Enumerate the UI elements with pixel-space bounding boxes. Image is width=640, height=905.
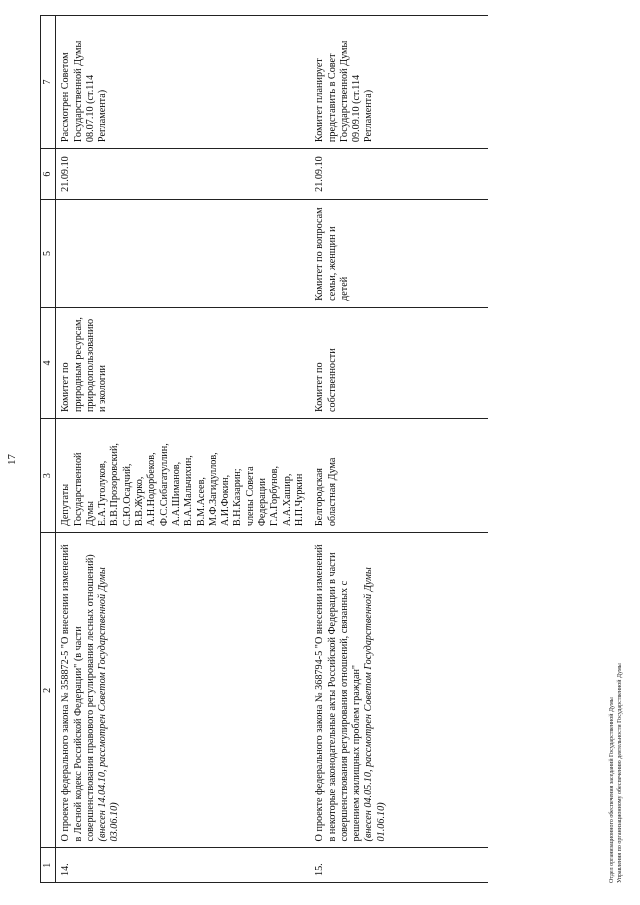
status-cell: Рассмотрен Советом Государственной Думы 08.07.10 (ст.114 Регламента): [56, 16, 310, 149]
author-line: А.И.Фокин,: [220, 474, 232, 527]
header-cell: 1: [41, 848, 56, 883]
bill-description: [310, 533, 488, 848]
author-line: Ф.С.Сибагатуллин,: [158, 443, 170, 527]
header-cell: 6: [41, 149, 56, 200]
bill-title: О проекте федерального закона № 368794-5 "О внесении изменений в некоторые законодательные акты Российской Федерации в части совершенствования регулирования отношений, связанных с решением жилищных проблем граждан": [314, 544, 363, 842]
co-committee: Комитет по вопросам семьи, женщин и детей: [310, 200, 488, 308]
footer-line: Управления по организационному обеспечению деятельности Государственной Думы: [617, 663, 623, 883]
header-cell: 5: [41, 200, 56, 308]
bill-description: [56, 533, 310, 848]
responsible-committee: Комитет по собственности: [310, 307, 488, 418]
author-line: Е.А.Туголуков,: [97, 460, 109, 527]
author-line: М.Ф.Загидуллов,: [207, 452, 219, 527]
bill-note: (внесен 04.05.10, рассмотрен Советом Государственной Думы 01.06.10): [363, 567, 387, 842]
author-line: В.Н.Казарин;: [232, 468, 244, 527]
author-line: В.В.Прозоровский,: [109, 443, 121, 527]
header-cell: 2: [41, 533, 56, 848]
header-cell: 7: [41, 16, 56, 149]
author-line: А.Н.Нодорбеков,: [146, 452, 158, 527]
author-line: Депутаты Государственной Думы: [60, 452, 96, 527]
header-cell: 3: [41, 419, 56, 533]
author-line: члены Совета Федерации: [244, 466, 269, 527]
page-number: 17: [6, 454, 18, 465]
co-committee: [56, 200, 310, 308]
bill-note: (внесен 14.04.10, рассмотрен Советом Государственной Думы 03.06.10): [97, 567, 121, 842]
deadline-date: 21.09.10: [56, 149, 310, 200]
row-number: 15.: [310, 848, 488, 883]
table-header-row: [41, 16, 56, 883]
author-line: В.М.Асеев,: [195, 477, 207, 527]
author-line: А.А.Шиманов,: [170, 461, 182, 527]
table-row: [310, 16, 488, 883]
author-line: А.А.Хашир,: [281, 473, 293, 527]
author-line: С.Ю.Осадчий,: [121, 463, 133, 527]
author-line: В.В.Журко,: [134, 476, 146, 527]
deadline-date: 21.09.10: [310, 149, 488, 200]
row-number: 14.: [56, 848, 310, 883]
bill-table: [40, 15, 488, 883]
author-line: Белгородская областная Дума: [314, 457, 338, 527]
authors-cell: [56, 419, 310, 533]
responsible-committee: Комитет по природным ресурсам, природопользованию и экологии: [56, 307, 310, 418]
bill-title: О проекте федерального закона № 358872-5 "О внесении изменений в Лесной кодекс Российской Федерации" (в части совершенствования правового регулирования лесных отношений): [60, 544, 96, 842]
author-line: Г.А.Горбунов,: [269, 466, 281, 527]
table-row: [56, 16, 310, 883]
header-cell: 4: [41, 307, 56, 418]
status-cell: Комитет планирует представить в Совет Государственной Думы 09.09.10 (ст.114 Регламента): [310, 16, 488, 149]
authors-cell: [310, 419, 488, 533]
author-line: В.А.Мальчихин,: [183, 455, 195, 527]
author-line: Н.П.Чуркин: [293, 473, 305, 527]
footer-line: Отдел организационного обеспечения заседаний Государственной Думы: [609, 697, 615, 883]
footer: [608, 663, 624, 883]
